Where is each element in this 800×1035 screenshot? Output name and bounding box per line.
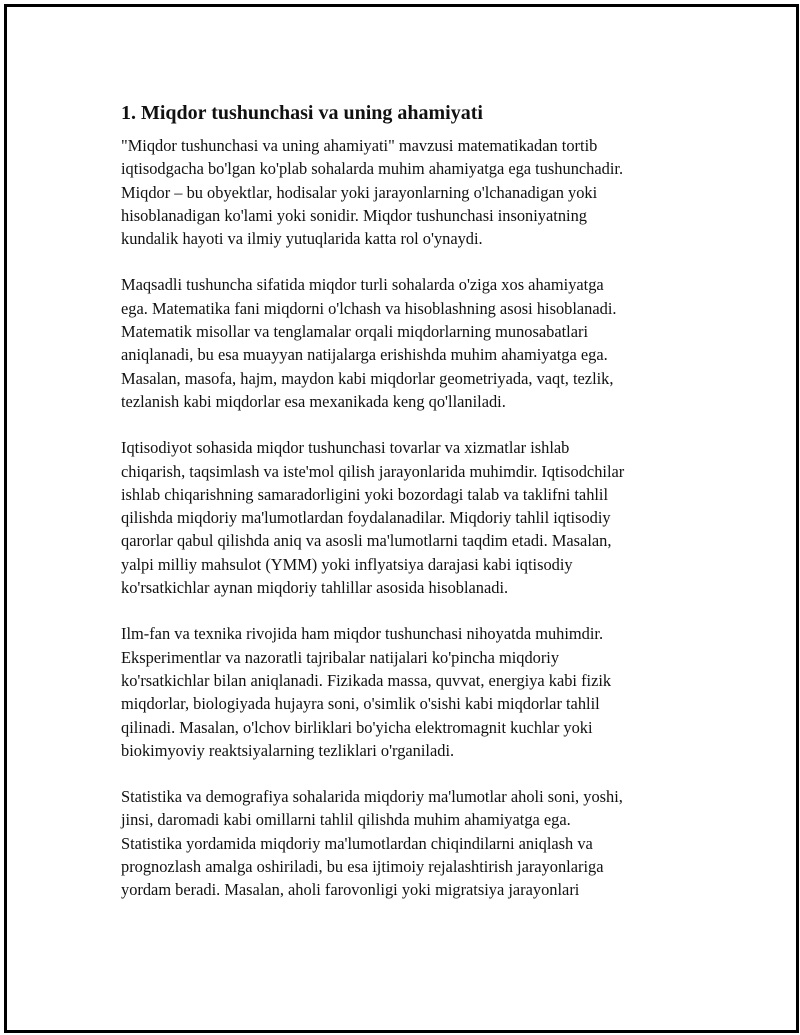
text-line: ega. Matematika fani miqdorni o'lchash va hisoblashning asosi hisoblanadi. xyxy=(121,298,617,318)
text-line: ishlab chiqarishning samaradorligini yoki bozordagi talab va taklifni tahlil xyxy=(121,484,609,504)
text-line: qarorlar qabul qilishda aniq va asosli ma'lumotlarni taqdim etadi. Masalan, xyxy=(121,531,612,551)
text-line: ko'rsatkichlar bilan aniqlanadi. Fizikada massa, quvvat, energiya kabi fizik xyxy=(121,670,612,690)
text-line: Miqdor – bu obyektlar, hodisalar yoki jarayonlarning o'lchanadigan yoki xyxy=(121,182,598,202)
paragraph xyxy=(121,134,693,250)
text-line: "Miqdor tushunchasi va uning ahamiyati" mavzusi matematikadan tortib xyxy=(121,136,598,155)
text-line: Iqtisodiyot sohasida miqdor tushunchasi tovarlar va xizmatlar ishlab xyxy=(121,438,570,458)
text-line: biokimyoviy reaktsiyalarning tezliklari o'rganiladi. xyxy=(121,740,455,760)
text-line: Statistika va demografiya sohalarida miqdoriy ma'lumotlar aholi soni, yoshi, xyxy=(121,787,623,807)
text-line: prognozlash amalga oshiriladi, bu esa ijtimoiy rejalashtirish jarayonlariga xyxy=(121,857,604,877)
text-line: ko'rsatkichlar aynan miqdoriy tahlillar asosida hisoblanadi. xyxy=(121,578,509,598)
text-line: Masalan, masofa, hajm, maydon kabi miqdorlar geometriyada, vaqt, tezlik, xyxy=(121,368,614,388)
text-line: Maqsadli tushuncha sifatida miqdor turli sohalarda o'ziga xos ahamiyatga xyxy=(121,275,604,295)
text-line: tezlanish kabi miqdorlar esa mexanikada keng qo'llaniladi. xyxy=(121,391,506,411)
text-line: qilishda miqdoriy ma'lumotlardan foydalanadilar. Miqdoriy tahlil iqtisodiy xyxy=(121,508,611,528)
text-line: Matematik misollar va tenglamalar orqali miqdorlarning munosabatlari xyxy=(121,322,588,342)
text-line: aniqlanadi, bu esa muayyan natijalarga erishishda muhim ahamiyatga ega. xyxy=(121,345,608,365)
text-line: Ilm-fan va texnika rivojida ham miqdor tushunchasi nihoyatda muhimdir. xyxy=(121,624,604,644)
paragraph xyxy=(121,622,693,762)
text-line: kundalik hayoti va ilmiy yutuqlarida katta rol o'ynaydi. xyxy=(121,229,483,249)
paragraph xyxy=(121,273,693,413)
paragraph xyxy=(121,436,693,599)
text-line: chiqarish, taqsimlash va iste'mol qilish jarayonlarida muhimdir. Iqtisodchilar xyxy=(121,461,625,481)
text-line: jinsi, daromadi kabi omillarni tahlil qilishda muhim ahamiyatga ega. xyxy=(121,810,571,830)
text-line: yalpi milliy mahsulot (YMM) yoki inflyatsiya darajasi kabi iqtisodiy xyxy=(121,554,573,574)
text-line: yordam beradi. Masalan, aholi farovonligi yoki migratsiya jarayonlari xyxy=(121,880,580,900)
text-line: Eksperimentlar va nazoratli tajribalar natijalari ko'pincha miqdoriy xyxy=(121,647,560,667)
text-line: qilinadi. Masalan, o'lchov birliklari bo'yicha elektromagnit kuchlar yoki xyxy=(121,717,593,737)
page-frame xyxy=(4,4,799,1033)
document-body xyxy=(121,99,693,925)
text-line: Statistika yordamida miqdoriy ma'lumotlardan chiqindilarni aniqlash va xyxy=(121,833,593,853)
section-heading: 1. Miqdor tushunchasi va uning ahamiyati xyxy=(121,102,483,124)
text-line: iqtisodgacha bo'lgan ko'plab sohalarda muhim ahamiyatga ega tushunchadir. xyxy=(121,159,624,179)
text-line: hisoblanadigan ko'lami yoki sonidir. Miqdor tushunchasi insoniyatning xyxy=(121,205,587,225)
text-line: miqdorlar, biologiyada hujayra soni, o'simlik o'sishi kabi miqdorlar tahlil xyxy=(121,694,600,714)
paragraph xyxy=(121,785,693,901)
